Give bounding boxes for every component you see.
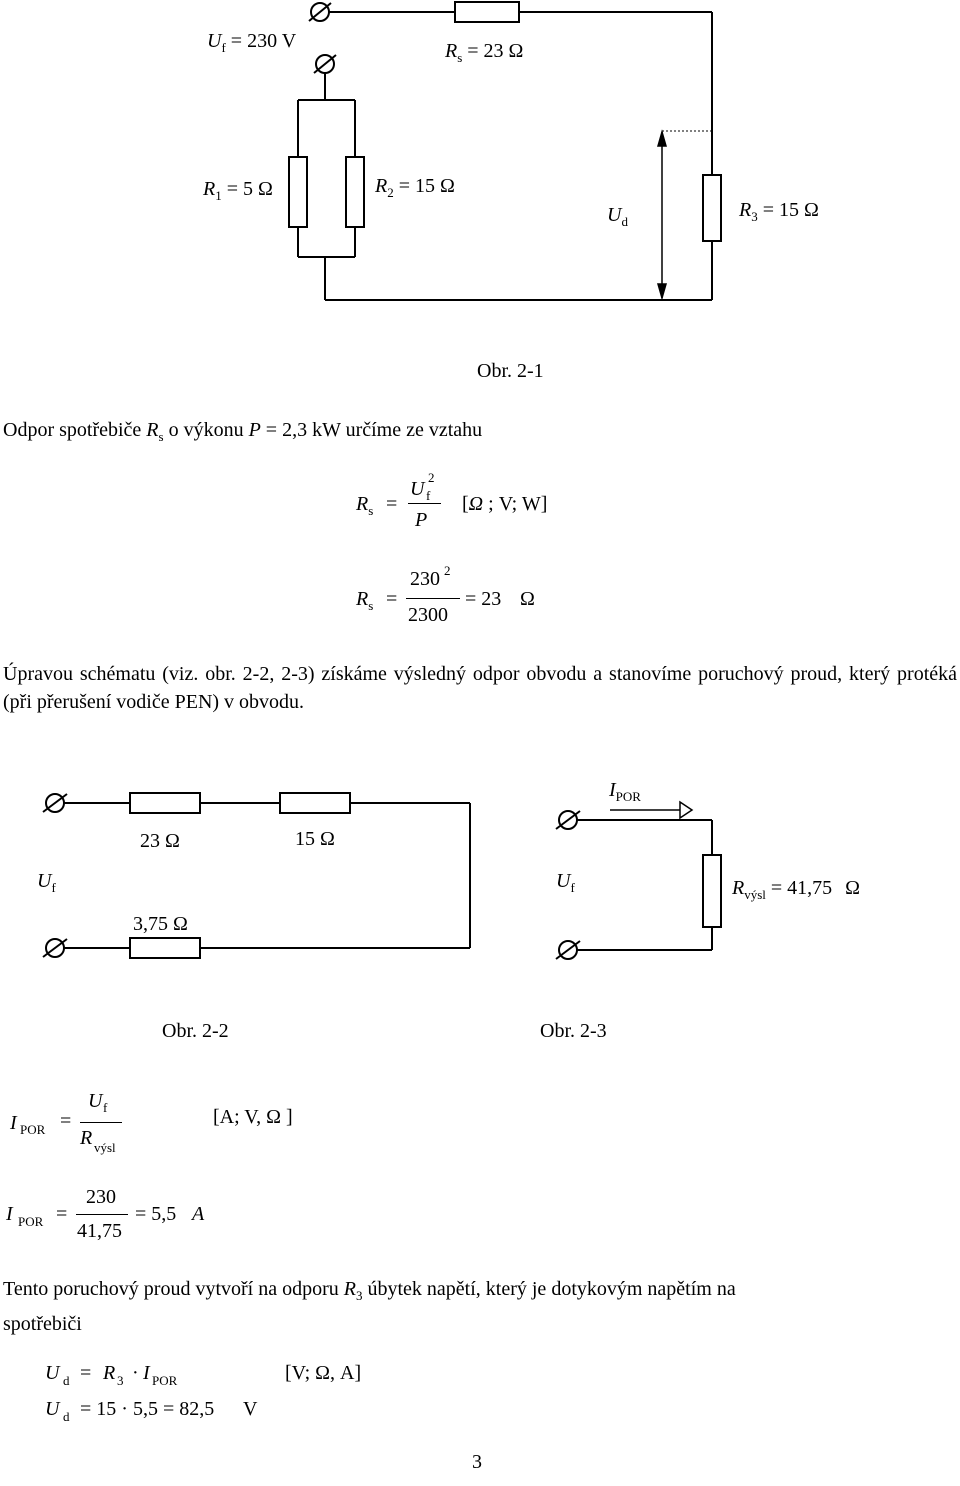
resistor-15 bbox=[280, 793, 350, 813]
terminal-mid bbox=[314, 55, 336, 73]
terminal-2-3-bottom bbox=[556, 941, 580, 959]
label-15-ohm: 15 Ω bbox=[295, 828, 335, 850]
resistor-r3 bbox=[703, 175, 721, 241]
label-uf-2-3: $U_f$ bbox=[556, 870, 575, 895]
label-rvysl: $R_{výsl} = 41,75$ Ω bbox=[732, 877, 861, 902]
fraction-bar bbox=[80, 1122, 122, 1123]
resistor-23 bbox=[130, 793, 200, 813]
label-ud: $U_d$ bbox=[607, 204, 628, 229]
paragraph-3: Tento poruchový proud vytvoří na odporu $R_3$ úbytek napětí, který je dotykovým napětím na spotřebiči bbox=[3, 1278, 736, 1335]
label-3-75-ohm: 3,75 Ω bbox=[133, 913, 188, 935]
caption-fig-2-1: Obr. 2-1 bbox=[477, 360, 544, 382]
terminal-2-3-top bbox=[556, 811, 580, 829]
caption-fig-2-2: Obr. 2-2 bbox=[162, 1020, 229, 1042]
resistor-r2 bbox=[346, 157, 364, 227]
fraction-bar bbox=[408, 503, 441, 504]
label-r1: $R_1 = 5$ Ω bbox=[203, 178, 273, 203]
label-uf: $U_f = 230$ V bbox=[207, 30, 297, 55]
label-23-ohm: 23 Ω bbox=[140, 830, 180, 852]
resistor-rs bbox=[455, 2, 519, 22]
label-ipor: $I_{POR}$ bbox=[609, 779, 641, 804]
fraction-bar bbox=[406, 598, 460, 599]
label-rs: $R_s = 23$ Ω bbox=[445, 40, 524, 65]
page-number: 3 bbox=[472, 1451, 482, 1473]
label-r2: $R_2 = 15$ Ω bbox=[375, 175, 455, 200]
terminal-2-2-top bbox=[43, 794, 67, 812]
terminal-2-2-bottom bbox=[43, 939, 67, 957]
terminal-top bbox=[309, 3, 331, 21]
resistor-r1 bbox=[289, 157, 307, 227]
label-r3: $R_3 = 15$ Ω bbox=[739, 199, 819, 224]
resistor-3-75 bbox=[130, 938, 200, 958]
figure-2-2-2-3-circuits bbox=[0, 770, 960, 970]
resistor-vysl bbox=[703, 855, 721, 927]
label-uf-2-2: $U_f$ bbox=[37, 870, 56, 895]
caption-fig-2-3: Obr. 2-3 bbox=[540, 1020, 607, 1042]
paragraph-1: Odpor spotřebiče $R_s$ o výkonu P = 2,3 kW určíme ze vztahu bbox=[3, 419, 483, 444]
paragraph-2: Úpravou schématu (viz. obr. 2-2, 2-3) získáme výsledný odpor obvodu a stanovíme poruchový proud, který protéká (při přerušení vodiče PEN) v obvodu. bbox=[3, 663, 957, 713]
fraction-bar bbox=[76, 1214, 128, 1215]
